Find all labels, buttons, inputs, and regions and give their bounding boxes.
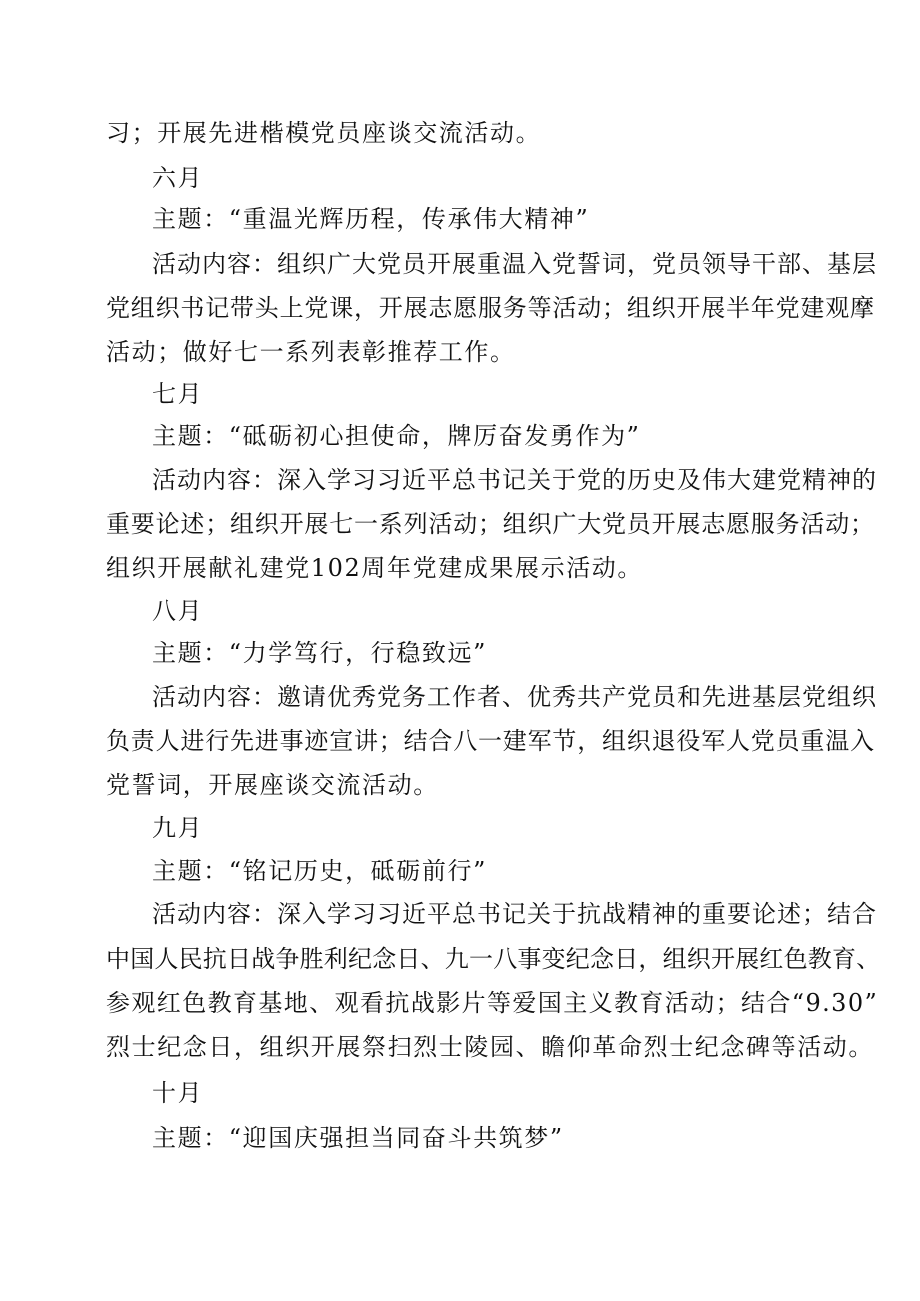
theme-july: 主题：“砥砺初心担使命，牌厉奋发勇作为” bbox=[152, 422, 641, 450]
month-heading-october: 十月 bbox=[152, 1079, 204, 1107]
theme-october: 主题：“迎国庆强担当同奋斗共筑梦” bbox=[152, 1124, 564, 1152]
month-heading-july: 七月 bbox=[152, 380, 204, 408]
month-heading-september: 九月 bbox=[152, 814, 204, 842]
content-june-line-2: 党组织书记带头上党课，开展志愿服务等活动；组织开展半年党建观摩 bbox=[106, 294, 875, 322]
theme-june: 主题：“重温光辉历程，传承伟大精神” bbox=[152, 205, 590, 233]
content-july-line-3: 组织开展献礼建党102周年党建成果展示活动。 bbox=[106, 554, 644, 582]
content-june-line-1: 活动内容：组织广大党员开展重温入党誓词，党员领导干部、基层 bbox=[152, 250, 877, 278]
content-july-line-2: 重要论述；组织开展七一系列活动；组织广大党员开展志愿服务活动； bbox=[106, 510, 875, 538]
content-september-line-4: 烈士纪念日，组织开展祭扫烈士陵园、瞻仰革命烈士纪念碑等活动。 bbox=[106, 1033, 874, 1061]
content-september-line-3: 参观红色教育基地、观看抗战影片等爱国主义教育活动；结合“9.30” bbox=[106, 989, 879, 1017]
content-june-line-3: 活动；做好七一系列表彰推荐工作。 bbox=[106, 338, 516, 366]
content-september-line-1: 活动内容：深入学习习近平总书记关于抗战精神的重要论述；结合 bbox=[152, 900, 877, 928]
month-heading-june: 六月 bbox=[152, 164, 204, 192]
paragraph-continuation: 习；开展先进楷模党员座谈交流活动。 bbox=[106, 119, 542, 147]
content-august-line-3: 党誓词，开展座谈交流活动。 bbox=[106, 771, 439, 799]
theme-september: 主题：“铭记历史，砥砺前行” bbox=[152, 857, 487, 885]
content-august-line-2: 负责人进行先进事迹宣讲；结合八一建军节，组织退役军人党员重温入 bbox=[106, 727, 875, 755]
theme-august: 主题：“力学笃行，行稳致远” bbox=[152, 639, 487, 667]
content-july-line-1: 活动内容：深入学习习近平总书记关于党的历史及伟大建党精神的 bbox=[152, 466, 877, 494]
month-heading-august: 八月 bbox=[152, 597, 204, 625]
content-september-line-2: 中国人民抗日战争胜利纪念日、九一八事变纪念日，组织开展红色教育、 bbox=[106, 945, 881, 973]
content-august-line-1: 活动内容：邀请优秀党务工作者、优秀共产党员和先进基层党组织 bbox=[152, 683, 877, 711]
